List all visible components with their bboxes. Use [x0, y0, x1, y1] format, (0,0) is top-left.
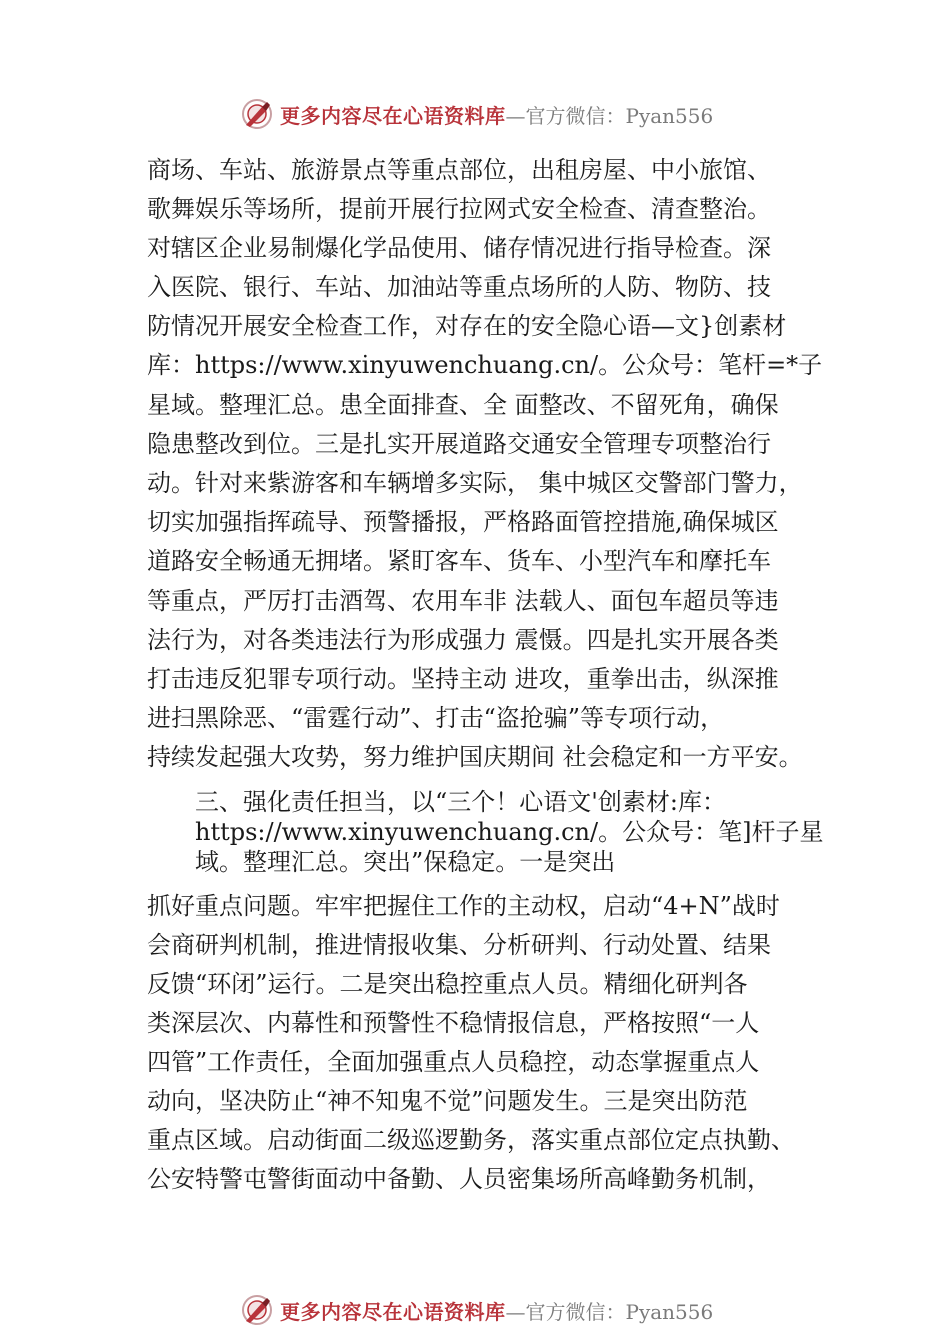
body-line: 隐患整改到位。三是扎实开展道路交通安全管理专项整治行 [147, 430, 771, 458]
banner-suffix-text: —官方微信：Pyan556 [505, 103, 714, 128]
body-line: 进扫黑除恶、“雷霆行动”、打击“盗抢骗”等专项行动， [147, 704, 725, 732]
banner-highlight-text: 更多内容尽在心语资料库 [280, 1299, 506, 1324]
footer-banner [0, 1290, 950, 1330]
body-line: 歌舞娱乐等场所，提前开展行拉网式安全检查、清查整治。 [147, 195, 771, 223]
pen-nib-logo-icon [240, 1293, 274, 1327]
body-line: 域。整理汇总。突出”保稳定。一是突出 [195, 848, 616, 876]
body-line: 抓好重点问题。牢牢把握住工作的主动权，启动“4+N”战时 [147, 892, 780, 920]
body-line: 对辖区企业易制爆化学品使用、储存情况进行指导检查。深 [147, 234, 771, 262]
banner-suffix-text: —官方微信：Pyan556 [505, 1299, 714, 1324]
body-line: 等重点，严厉打击酒驾、农用车非 法载人、面包车超员等违 [147, 587, 779, 615]
body-line: 类深层次、内幕性和预警性不稳情报信息，严格按照“一人 [147, 1009, 760, 1037]
body-line: 动向，坚决防止“神不知鬼不觉”问题发生。三是突出防范 [147, 1087, 748, 1115]
body-line: 动。针对来紫游客和车辆增多实际， 集中城区交警部门警力， [147, 469, 803, 497]
body-line: 三、强化责任担当，以“三个！心语文'创素材:库： [195, 788, 726, 816]
body-line: 法行为，对各类违法行为形成强力 震慑。四是扎实开展各类 [147, 626, 779, 654]
body-line: 公安特警屯警街面动中备勤、人员密集场所高峰勤务机制， [147, 1165, 771, 1193]
body-line: 会商研判机制，推进情报收集、分析研判、行动处置、结果 [147, 931, 771, 959]
body-line: 商场、车站、旅游景点等重点部位，出租房屋、中小旅馆、 [147, 156, 771, 184]
body-line: 星域。整理汇总。患全面排查、全 面整改、不留死角，确保 [147, 391, 779, 419]
body-line: 切实加强指挥疏导、预警播报，严格路面管控措施,确保城区 [147, 508, 779, 536]
body-line: 反馈“环闭”运行。二是突出稳控重点人员。精细化研判各 [147, 970, 748, 998]
body-line: 防情况开展安全检查工作，对存在的安全隐心语—文}创素材 [147, 312, 787, 340]
body-line: 打击违反犯罪专项行动。坚持主动 进攻，重拳出击，纵深推 [147, 665, 779, 693]
body-line: 入医院、银行、车站、加油站等重点场所的人防、物防、技 [147, 273, 771, 301]
header-banner [0, 94, 950, 134]
body-line: 持续发起强大攻势，努力维护国庆期间 社会稳定和一方平安。 [147, 743, 803, 771]
body-line: 四管”工作责任，全面加强重点人员稳控，动态掌握重点人 [147, 1048, 760, 1076]
body-line: 道路安全畅通无拥堵。紧盯客车、货车、小型汽车和摩托车 [147, 547, 771, 575]
body-line: https://www.xinyuwenchuang.cn/。公众号：笔]杆子星 [195, 818, 824, 846]
pen-nib-logo-icon [240, 97, 274, 131]
body-line: 库：https://www.xinyuwenchuang.cn/。公众号：笔杆=*子 [147, 351, 823, 379]
banner-highlight-text: 更多内容尽在心语资料库 [280, 103, 506, 128]
body-line: 重点区域。启动街面二级巡逻勤务，落实重点部位定点执勤、 [147, 1126, 795, 1154]
